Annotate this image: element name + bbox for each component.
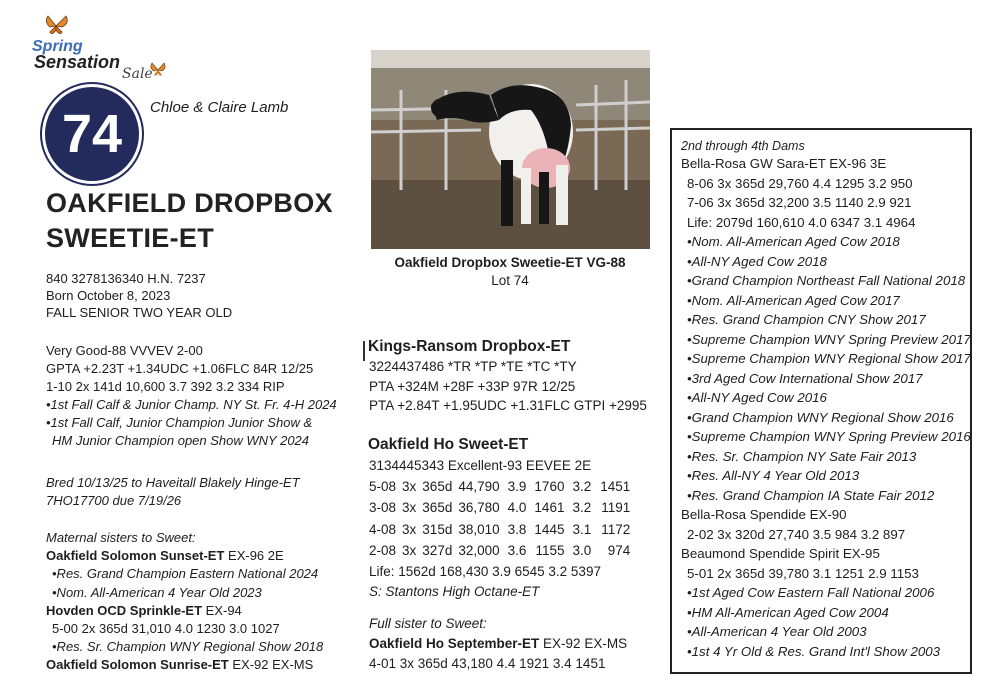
logo-sensation: Sensation — [34, 52, 121, 72]
second-dam-honor: •Nom. All-American Aged Cow 2018 — [687, 234, 900, 249]
animal-name — [46, 186, 333, 256]
sister-class: EX-92 EX-MS — [228, 657, 314, 673]
second-dam-honor: •Res. All-NY 4 Year Old 2013 — [687, 468, 860, 483]
dam-lifetime: Life: 1562d 168,430 3.9 6545 3.2 5397 — [369, 563, 601, 579]
honor: •1st Fall Calf, Junior Champion Junior Show & — [46, 415, 313, 430]
sire-line: PTA +2.84T +1.95UDC +1.31FLC GTPI +2995 — [369, 398, 647, 414]
section-heading: Full sister to Sweet: — [369, 616, 487, 631]
lot-number-badge: 74 — [42, 84, 142, 184]
bred-to: Bred 10/13/25 to Haveitall Blakely Hinge-ET — [46, 475, 300, 490]
sire-name: Kings-Ransom Dropbox-ET — [368, 338, 571, 355]
sister-class: EX-96 2E — [224, 548, 284, 564]
second-dam-honor: •Res. Grand Champion IA State Fair 2012 — [687, 487, 935, 503]
sire-line: PTA +324M +28F +33P 97R 12/25 — [369, 378, 576, 394]
caption-title: Oakfield Dropbox Sweetie-ET VG-88 — [394, 255, 626, 270]
box-heading: 2nd through 4th Dams — [681, 139, 805, 153]
second-dam-record: Life: 2079d 160,610 4.0 6347 3.1 4964 — [687, 214, 916, 230]
table-row: 3-08 3x 365d 36,780 4.0 1461 3.2 1191 — [369, 500, 631, 516]
full-sister-name: Oakfield Ho September-ET — [369, 636, 540, 651]
second-dam-honor: •Res. Sr. Champion NY Sate Fair 2013 — [687, 448, 917, 464]
fourth-dam-honor: •HM All-American Aged Cow 2004 — [687, 604, 889, 620]
sire-line: 3224437486 *TR *TP *TE *TC *TY — [369, 359, 577, 374]
photo-caption — [360, 254, 660, 290]
second-dam-honor: •All-NY Aged Cow 2018 — [687, 253, 827, 269]
honor: •1st Fall Calf & Junior Champ. NY St. Fr. 4-H 2024 — [46, 397, 337, 412]
registration: 840 3278136340 H.N. 7237 — [46, 271, 206, 286]
sister-honor: •Res. Grand Champion Eastern National 2024 — [52, 566, 319, 582]
dam-records-table — [369, 476, 631, 562]
cow-photo-image — [371, 50, 650, 249]
animal-performance — [46, 342, 337, 450]
second-dam-honor: •Nom. All-American Aged Cow 2017 — [687, 292, 900, 308]
full-sister-class: EX-92 EX-MS — [539, 636, 628, 651]
consignor: Chloe & Claire Lamb — [150, 99, 289, 116]
sister-name: Hovden OCD Sprinkle-ET — [46, 602, 203, 618]
fourth-dam-honor: •All-American 4 Year Old 2003 — [687, 624, 867, 639]
sister-name: Oakfield Solomon Sunset-ET — [46, 548, 225, 564]
age-class: FALL SENIOR TWO YEAR OLD — [46, 305, 233, 320]
sister-honor: •Nom. All-American 4 Year Old 2023 — [52, 584, 262, 600]
sister-name: Oakfield Solomon Sunrise-ET — [46, 657, 229, 673]
second-dam-honor: •Grand Champion WNY Regional Show 2016 — [687, 409, 954, 425]
logo-sale: Sale — [122, 66, 153, 82]
third-dam-name: Bella-Rosa Spendide EX-90 — [681, 507, 847, 522]
table-row: 4-08 3x 315d 38,010 3.8 1445 3.1 1172 — [369, 521, 631, 537]
sister-honor: •Res. Sr. Champion WNY Regional Show 2018 — [52, 639, 324, 655]
second-dam-honor: •Supreme Champion WNY Spring Preview 2016 — [687, 429, 971, 444]
dam-sire: S: Stantons High Octane-ET — [369, 583, 540, 599]
logo-spring: Spring — [32, 38, 83, 55]
second-dam-honor: •3rd Aged Cow International Show 2017 — [687, 370, 923, 386]
fourth-dam-honor: •1st Aged Cow Eastern Fall National 2006 — [687, 585, 935, 600]
fourth-dam-honor: •1st 4 Yr Old & Res. Grand Int'l Show 2003 — [687, 643, 941, 659]
second-dam-honor: •Supreme Champion WNY Spring Preview 2017 — [687, 331, 971, 347]
breeding-info — [46, 474, 300, 510]
second-dam-honor: •Res. Grand Champion CNY Show 2017 — [687, 312, 926, 327]
sister-class: EX-94 — [202, 602, 242, 618]
second-dam-honor: •All-NY Aged Cow 2016 — [687, 390, 827, 405]
caption-lot: Lot 74 — [491, 273, 529, 288]
second-dam-honor: •Supreme Champion WNY Regional Show 2017 — [687, 351, 971, 366]
second-dam-honor: •Grand Champion Northeast Fall National 2018 — [687, 273, 966, 288]
sire-info — [369, 357, 647, 416]
animal-ids — [46, 270, 232, 321]
second-dam-record: 7-06 3x 365d 32,200 3.5 1140 2.9 921 — [687, 195, 912, 210]
second-dam-name: Bella-Rosa GW Sara-ET EX-96 3E — [681, 156, 887, 171]
honor: HM Junior Champion open Show WNY 2024 — [52, 433, 310, 448]
fourth-dam-record: 5-01 2x 365d 39,780 3.1 1251 2.9 1153 — [687, 565, 919, 581]
dam-classification: 3134445343 Excellent-93 EEVEE 2E — [369, 458, 592, 473]
full-sister-record: 4-01 3x 365d 43,180 4.4 1921 3.4 1451 — [369, 656, 606, 671]
dams-pedigree-box — [670, 128, 972, 674]
table-row: 2-08 3x 327d 32,000 3.6 1155 3.0 974 — [369, 543, 631, 559]
second-dam-record: 8-06 3x 365d 29,760 4.4 1295 3.2 950 — [687, 175, 913, 191]
fourth-dam-name: Beaumond Spendide Spirit EX-95 — [681, 546, 880, 561]
table-row: 5-08 3x 365d 44,790 3.9 1760 3.2 1451 — [369, 478, 631, 494]
maternal-sisters — [46, 529, 323, 675]
section-heading: Maternal sisters to Sweet: — [46, 530, 196, 545]
full-sister — [369, 614, 627, 674]
cow-photo — [371, 50, 650, 249]
due-date: 7HO17700 due 7/19/26 — [46, 493, 182, 508]
sister-record: 5-00 2x 365d 31,010 4.0 1230 3.0 1027 — [52, 621, 280, 637]
production-record: 1-10 2x 141d 10,600 3.7 392 3.2 334 RIP — [46, 379, 285, 394]
sale-logo — [28, 10, 188, 90]
animal-name-line2: SWEETIE-ET — [46, 223, 215, 253]
third-dam-record: 2-02 3x 320d 27,740 3.5 984 3.2 897 — [687, 526, 906, 542]
classification: Very Good-88 VVVEV 2-00 — [46, 343, 203, 358]
dam-info — [369, 456, 631, 601]
animal-name-line1: OAKFIELD DROPBOX — [46, 188, 333, 218]
genomics: GPTA +2.23T +1.34UDC +1.06FLC 84R 12/25 — [46, 361, 314, 376]
dam-name: Oakfield Ho Sweet-ET — [368, 436, 529, 453]
sire-divider — [363, 341, 365, 361]
birth-date: Born October 8, 2023 — [46, 288, 171, 303]
